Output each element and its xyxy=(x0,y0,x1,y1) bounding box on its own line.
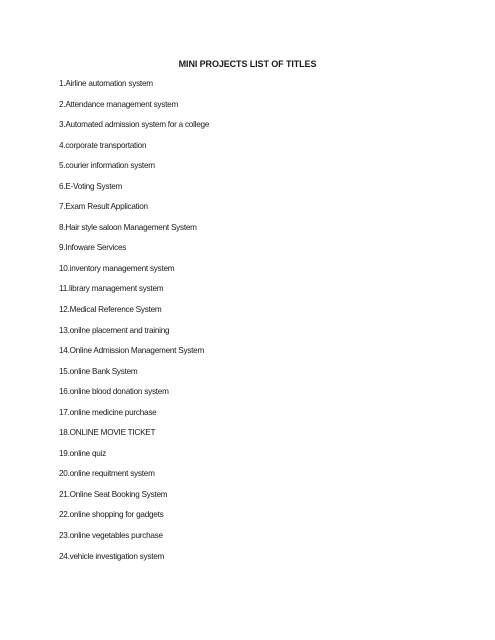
list-item: 7.Exam Result Application xyxy=(59,202,148,212)
list-item: 6.E-Voting System xyxy=(59,181,123,191)
list-item: 24.vehicle investigation system xyxy=(59,551,165,561)
list-item: 10.inventory management system xyxy=(59,263,175,273)
list-item: 12.Medical Reference System xyxy=(59,305,162,315)
list-item: 5.courier information system xyxy=(59,161,155,171)
project-title-list xyxy=(59,78,209,571)
list-item: 4.corporate transportation xyxy=(59,140,147,150)
list-item: 1.Airline automation system xyxy=(59,79,153,88)
list-item: 21.Online Seat Booking System xyxy=(59,489,168,499)
document-title: MINI PROJECTS LIST OF TITLES xyxy=(178,59,317,69)
list-item: 11.library management system xyxy=(59,284,164,294)
list-item: 13.onilne placement and training xyxy=(59,325,170,335)
list-item: 16.online blood donation system xyxy=(59,387,169,397)
list-item: 9.Infoware Services xyxy=(59,243,127,253)
list-item: 2.Attendance management system xyxy=(59,99,179,109)
list-item: 14.Online Admission Management System xyxy=(59,346,205,356)
list-item: 20.online requitment system xyxy=(59,469,155,479)
list-item: 3.Automated admission system for a college xyxy=(59,120,210,130)
list-item: 19.online quiz xyxy=(59,448,107,458)
list-item: 8.Hair style saloon Management System xyxy=(59,222,197,232)
list-item: 15.online Bank System xyxy=(59,366,138,376)
list-item: 17.online medicine purchase xyxy=(59,407,157,417)
list-item: 23.online vegetables purchase xyxy=(59,531,163,541)
list-item: 22.online shopping for gadgets xyxy=(59,510,164,520)
list-item: 18.ONLINE MOVIE TICKET xyxy=(59,428,156,438)
